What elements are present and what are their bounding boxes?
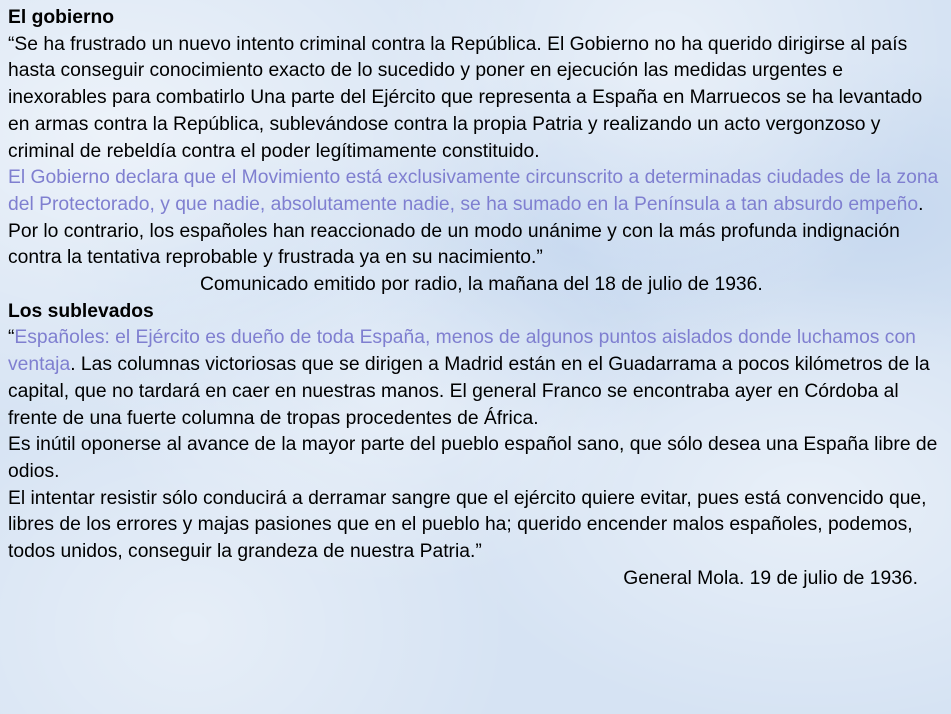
quote-paragraph	[8, 165, 943, 272]
opening-quote: “	[8, 327, 15, 349]
source-attribution: General Mola. 19 de julio de 1936.	[623, 567, 918, 589]
quote-paragraph	[8, 325, 943, 432]
section-el-gobierno	[8, 5, 943, 299]
highlighted-text: Españoles: el Ejército es dueño de toda España, menos de algunos puntos aislados donde luchamos con ventaja	[8, 327, 916, 376]
quote-paragraph: “Se ha frustrado un nuevo intento criminal contra la República. El Gobierno no ha querido dirigirse al país hasta conseguir conocimiento exacto de lo sucedido y poner en ejecución las medidas urgentes e inexorables para combatirlo Una parte del Ejército que representa a España en Marruecos se ha levantado en armas contra la República, sublevándose contra la propia Patria y realizando un acto vergonzoso y criminal de rebeldía contra el poder legítimamente constituido.	[8, 33, 923, 162]
quote-text: . Las columnas victoriosas que se dirigen a Madrid están en el Guadarrama a pocos kilómetros de la capital, que no tardará en caer en nuestras manos. El general Franco se encontraba ayer en Córdoba al frente de una fuerte columna de tropas procedentes de África.	[8, 354, 930, 429]
quote-paragraph: Es inútil oponerse al avance de la mayor parte del pueblo español sano, que sólo desea una España libre de odios.	[8, 434, 938, 482]
section-los-sublevados	[8, 299, 943, 593]
source-attribution: Comunicado emitido por radio, la mañana del 18 de julio de 1936.	[200, 274, 763, 296]
section-heading: Los sublevados	[8, 300, 154, 322]
highlighted-text: El Gobierno declara que el Movimiento está exclusivamente circunscrito a determinadas ciudades de la zona del Protectorado, y que nadie, absolutamente nadie, se ha sumado en la Península a tan absurdo empeño	[8, 167, 939, 215]
quote-text: . Por lo contrario, los españoles han reaccionado de un modo unánime y con la más profunda indignación contra la tentativa reprobable y frustrada ya en su nacimiento.”	[8, 193, 924, 269]
quote-paragraph: El intentar resistir sólo conducirá a derramar sangre que el ejército quiere evitar, pues está convencido que, libres de los errores y majas pasiones que en el pueblo ha; querido encender malos españoles, podemos, todos unidos, conseguir la grandeza de nuestra Patria.”	[8, 487, 927, 563]
section-heading: El gobierno	[8, 7, 115, 28]
